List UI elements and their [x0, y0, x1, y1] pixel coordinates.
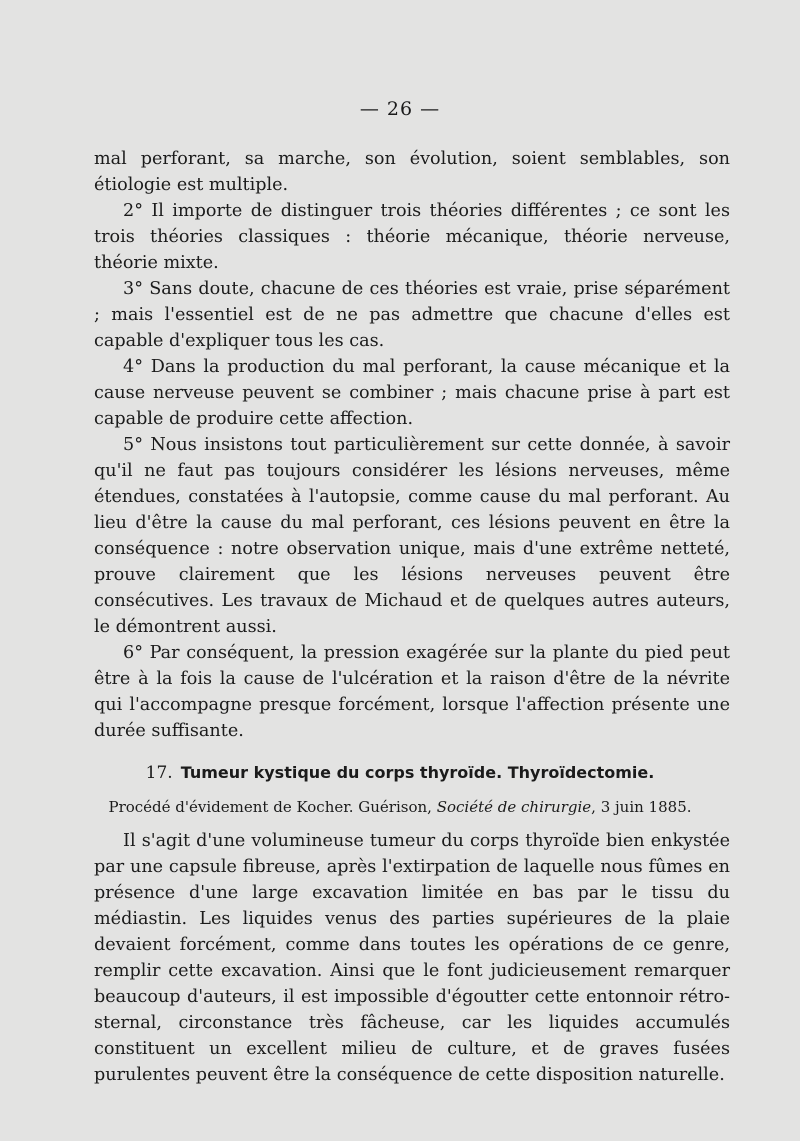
procedure-date: , 3 juin 1885.: [591, 798, 692, 816]
case-text: [94, 828, 730, 1088]
procedure-prefix: Procédé d'évidement de Kocher. Guérison,: [108, 798, 432, 816]
page-number: — 26 —: [359, 98, 441, 120]
paragraph-point-5: 5° Nous insistons tout particulièrement sur cette donnée, à savoir qu'il ne faut pas toujours considérer les lésions nerveuses, même étendues, constatées à l'autopsie, comme cause du mal perforant. Au lieu d'être la cause du mal perforant, ces lésions peuvent en être la conséquence : notre observation unique, mais d'une extrême netteté, prouve clairement que les lésions nerveuses peuvent être consécutives. Les travaux de Michaud et de quelques autres auteurs, le démontrent aussi.: [94, 435, 730, 637]
paragraph-point-4: 4° Dans la production du mal perforant, la cause mécanique et la cause nerveuse peuvent se combiner ; mais chacune prise à part est capable de produire cette affection.: [94, 357, 730, 429]
paragraph-point-6: 6° Par conséquent, la pression exagérée sur la plante du pied peut être à la fois la cause de l'ulcération et la raison d'être de la névrite qui l'accompagne presque forcément, lorsque l'affection présente une durée suffisante.: [94, 643, 730, 741]
paragraph-continuation: mal perforant, sa marche, son évolution, soient semblables, son étiologie est multiple.: [94, 149, 730, 195]
section-heading: [0, 762, 800, 784]
procedure-line: [0, 797, 800, 817]
section-number: 17.: [145, 763, 173, 783]
paragraph-point-2: 2° Il importe de distinguer trois théories différentes ; ce sont les trois théories classiques : théorie mécanique, théorie nerveuse, théorie mixte.: [94, 201, 730, 273]
conclusions-text: [94, 146, 730, 744]
paragraph-point-3: 3° Sans doute, chacune de ces théories est vraie, prise séparément ; mais l'essentiel est de ne pas admettre que chacune d'elles est capable d'expliquer tous les cas.: [94, 279, 730, 351]
procedure-source: Société de chirurgie: [436, 798, 592, 816]
case-paragraph: Il s'agit d'une volumineuse tumeur du corps thyroïde bien enkystée par une capsule fibreuse, après l'extirpation de laquelle nous fûmes en présence d'une large excavation limitée en bas par le tissu du médiastin. Les liquides venus des parties supérieures de la plaie devaient forcément, comme dans toutes les opérations de ce genre, remplir cette excavation. Ainsi que le font judicieusement remarquer beaucoup d'auteurs, il est impossible d'égoutter cette entonnoir rétro-sternal, circonstance très fâcheuse, car les liquides accumulés constituent un excellent milieu de culture, et de graves fusées purulentes peuvent être la conséquence de cette disposition naturelle.: [94, 831, 730, 1085]
section-title: Tumeur kystique du corps thyroïde. Thyroïdectomie.: [180, 763, 655, 782]
